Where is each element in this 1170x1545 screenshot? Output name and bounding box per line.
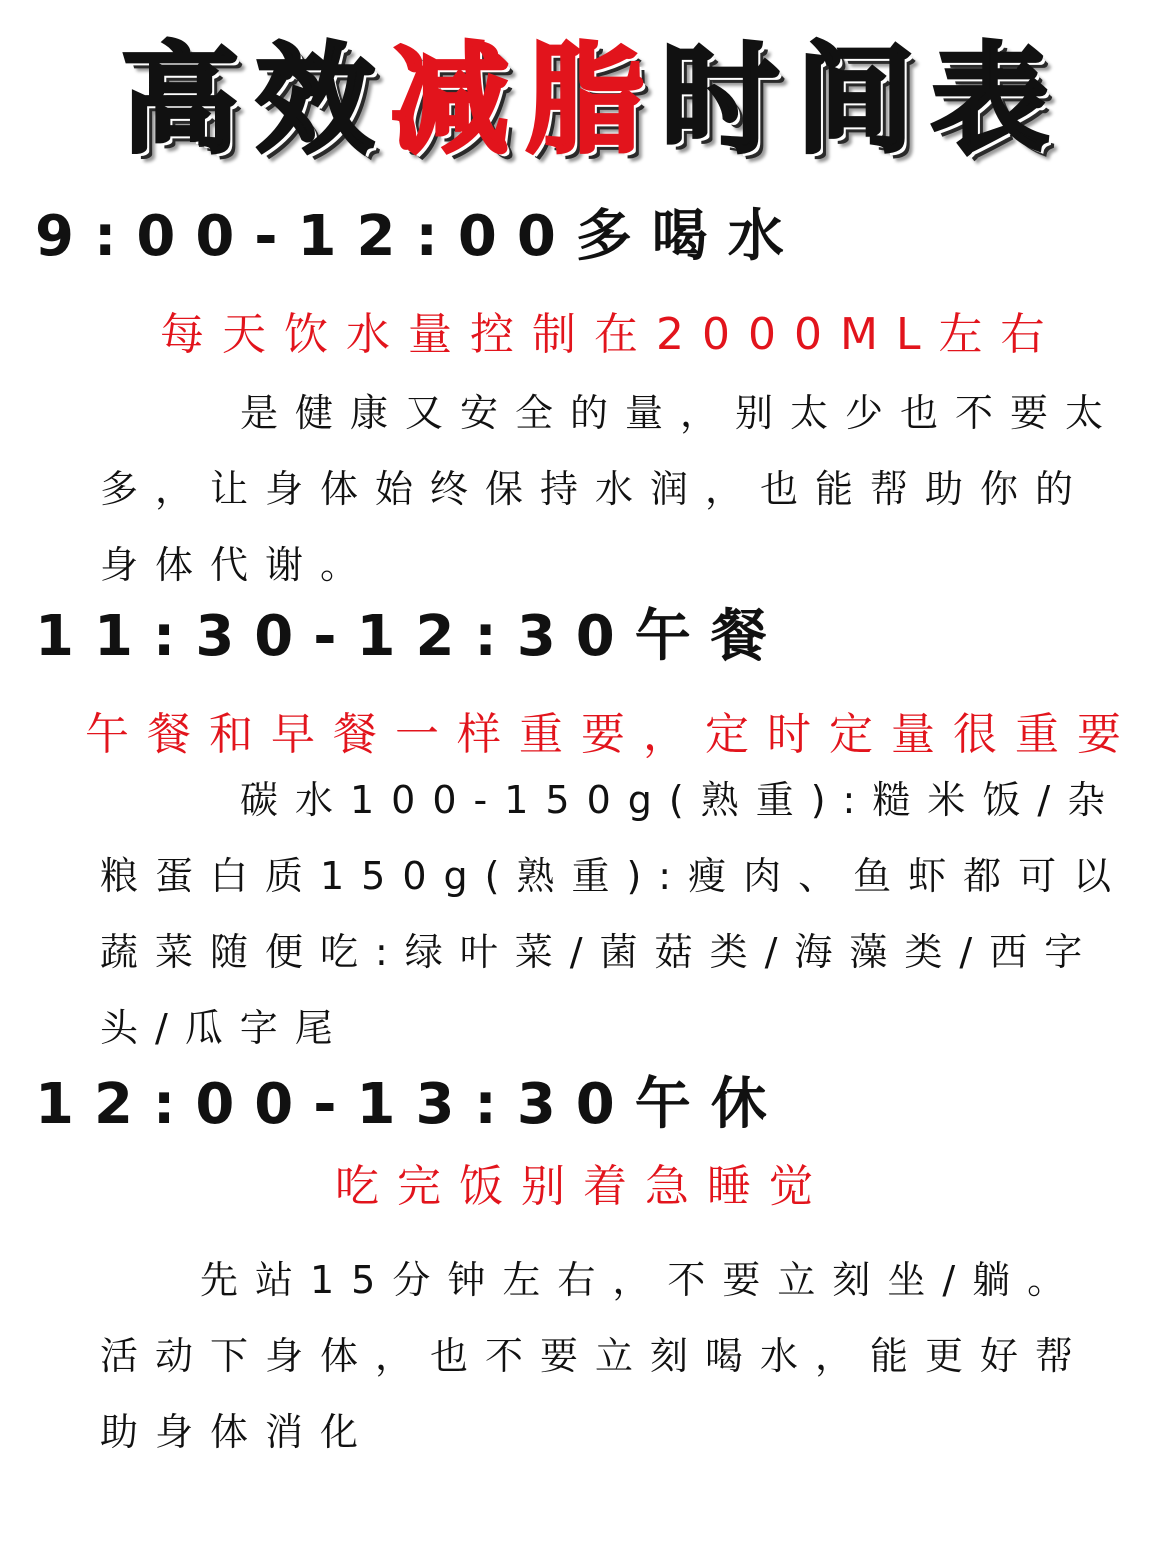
section-highlight: 吃完饭别着急睡觉 xyxy=(335,1161,831,1212)
body-line: 是健康又安全的量，别太少也不要太 xyxy=(240,391,1121,435)
title-segment-fat-loss: 减脂 xyxy=(390,31,661,169)
section-highlight: 午餐和早餐一样重要，定时定量很重要 xyxy=(85,709,1139,760)
title-segment-schedule: 时间表 xyxy=(661,31,1067,169)
body-line: 蔬菜随便吃:绿叶菜/菌菇类/海藻类/西字 xyxy=(100,930,1100,974)
section-heading: 11:30-12:30午餐 xyxy=(35,604,787,669)
body-line: 助身体消化 xyxy=(100,1410,376,1454)
body-line: 碳水100-150g(熟重):糙米饭/杂 xyxy=(240,778,1123,822)
body-line: 身体代谢。 xyxy=(100,543,376,587)
title-segment-efficient: 高效 xyxy=(120,31,391,169)
section-heading: 9:00-12:00多喝水 xyxy=(35,204,804,269)
body-line: 活动下身体，也不要立刻喝水，能更好帮 xyxy=(100,1334,1091,1378)
section-body xyxy=(100,375,1120,603)
body-line: 头/瓜字尾 xyxy=(100,1006,350,1050)
page-title xyxy=(0,31,1170,169)
body-line: 先站15分钟左右，不要立刻坐/躺。 xyxy=(200,1258,1083,1302)
section-heading: 12:00-13:30午休 xyxy=(35,1072,787,1137)
section-body xyxy=(100,762,1128,1066)
section-highlight: 每天饮水量控制在2000ML左右 xyxy=(160,309,1063,360)
section-body xyxy=(100,1242,1090,1470)
body-line: 粮蛋白质150g(熟重):瘦肉、鱼虾都可以 xyxy=(100,854,1129,898)
body-line: 多，让身体始终保持水润，也能帮助你的 xyxy=(100,467,1091,511)
